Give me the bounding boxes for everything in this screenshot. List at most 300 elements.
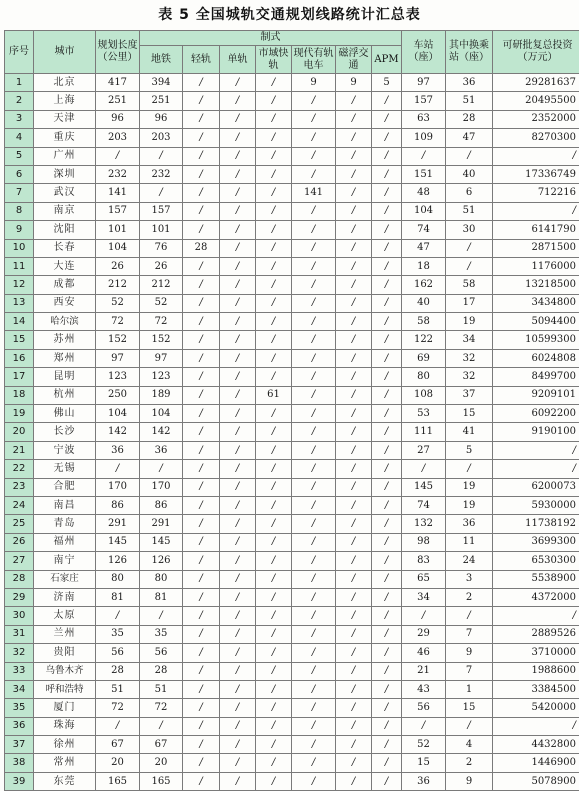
cell-length: 157 bbox=[96, 202, 140, 220]
cell-light-rail: / bbox=[183, 680, 220, 698]
cell-investment: / bbox=[493, 460, 579, 478]
cell-maglev: / bbox=[336, 736, 372, 754]
cell-monorail: / bbox=[220, 441, 256, 459]
cell-stations: 40 bbox=[402, 294, 446, 312]
cell-seq: 14 bbox=[5, 313, 34, 331]
cell-metro: / bbox=[140, 184, 183, 202]
cell-seq: 31 bbox=[5, 625, 34, 643]
cell-tram: / bbox=[292, 276, 336, 294]
table-row bbox=[5, 184, 579, 202]
cell-light-rail: / bbox=[183, 478, 220, 496]
cell-apm: / bbox=[372, 239, 402, 257]
cell-maglev: / bbox=[336, 772, 372, 790]
cell-suburban: / bbox=[256, 588, 292, 606]
cell-seq: 5 bbox=[5, 147, 34, 165]
cell-tram: / bbox=[292, 699, 336, 717]
cell-light-rail: / bbox=[183, 147, 220, 165]
cell-monorail: / bbox=[220, 147, 256, 165]
cell-metro: 152 bbox=[140, 331, 183, 349]
table-row bbox=[5, 570, 579, 588]
cell-apm: / bbox=[372, 460, 402, 478]
cell-apm: / bbox=[372, 570, 402, 588]
cell-transfer: 24 bbox=[446, 552, 493, 570]
cell-maglev: / bbox=[336, 607, 372, 625]
table-row bbox=[5, 110, 579, 128]
cell-seq: 30 bbox=[5, 607, 34, 625]
cell-tram: / bbox=[292, 754, 336, 772]
cell-length: 251 bbox=[96, 92, 140, 110]
cell-monorail: / bbox=[220, 570, 256, 588]
cell-apm: / bbox=[372, 717, 402, 735]
cell-investment: 9209101 bbox=[493, 386, 579, 404]
cell-investment: 6141790 bbox=[493, 221, 579, 239]
cell-metro: / bbox=[140, 460, 183, 478]
table-row bbox=[5, 202, 579, 220]
cell-apm: / bbox=[372, 276, 402, 294]
cell-apm: / bbox=[372, 110, 402, 128]
cell-suburban: / bbox=[256, 570, 292, 588]
cell-apm: / bbox=[372, 533, 402, 551]
table-row bbox=[5, 294, 579, 312]
cell-suburban: / bbox=[256, 221, 292, 239]
cell-suburban: / bbox=[256, 552, 292, 570]
cell-light-rail: / bbox=[183, 423, 220, 441]
cell-length: 26 bbox=[96, 257, 140, 275]
cell-suburban: / bbox=[256, 184, 292, 202]
cell-stations: 122 bbox=[402, 331, 446, 349]
cell-transfer: 41 bbox=[446, 423, 493, 441]
cell-city: 徐州 bbox=[34, 736, 96, 754]
cell-maglev: / bbox=[336, 441, 372, 459]
cell-transfer: / bbox=[446, 460, 493, 478]
cell-stations: 48 bbox=[402, 184, 446, 202]
cell-stations: 98 bbox=[402, 533, 446, 551]
cell-monorail: / bbox=[220, 257, 256, 275]
cell-investment: 29281637 bbox=[493, 74, 579, 92]
cell-apm: / bbox=[372, 699, 402, 717]
cell-stations: 15 bbox=[402, 754, 446, 772]
cell-city: 沈阳 bbox=[34, 221, 96, 239]
cell-length: 72 bbox=[96, 699, 140, 717]
cell-transfer: 9 bbox=[446, 772, 493, 790]
cell-monorail: / bbox=[220, 202, 256, 220]
cell-city: 郑州 bbox=[34, 349, 96, 367]
cell-seq: 12 bbox=[5, 276, 34, 294]
cell-light-rail: / bbox=[183, 202, 220, 220]
cell-metro: 142 bbox=[140, 423, 183, 441]
cell-seq: 26 bbox=[5, 533, 34, 551]
cell-monorail: / bbox=[220, 92, 256, 110]
cell-maglev: 9 bbox=[336, 74, 372, 92]
cell-investment: 9190100 bbox=[493, 423, 579, 441]
cell-tram: / bbox=[292, 368, 336, 386]
cell-metro: 145 bbox=[140, 533, 183, 551]
cell-seq: 19 bbox=[5, 405, 34, 423]
header-transfer: 其中换乘站（座） bbox=[446, 31, 493, 74]
cell-length: 28 bbox=[96, 662, 140, 680]
cell-city: 杭州 bbox=[34, 386, 96, 404]
table-row bbox=[5, 736, 579, 754]
cell-light-rail: / bbox=[183, 405, 220, 423]
cell-maglev: / bbox=[336, 349, 372, 367]
cell-city: 哈尔滨 bbox=[34, 313, 96, 331]
cell-city: 济南 bbox=[34, 588, 96, 606]
cell-suburban: / bbox=[256, 533, 292, 551]
cell-light-rail: / bbox=[183, 754, 220, 772]
cell-city: 昆明 bbox=[34, 368, 96, 386]
cell-city: 合肥 bbox=[34, 478, 96, 496]
cell-maglev: / bbox=[336, 717, 372, 735]
cell-tram: / bbox=[292, 680, 336, 698]
cell-monorail: / bbox=[220, 313, 256, 331]
table-row bbox=[5, 276, 579, 294]
cell-metro: 36 bbox=[140, 441, 183, 459]
table-row bbox=[5, 662, 579, 680]
cell-metro: 189 bbox=[140, 386, 183, 404]
cell-investment: 5420000 bbox=[493, 699, 579, 717]
cell-length: 203 bbox=[96, 129, 140, 147]
cell-maglev: / bbox=[336, 515, 372, 533]
cell-length: / bbox=[96, 147, 140, 165]
cell-tram: / bbox=[292, 496, 336, 514]
cell-length: 36 bbox=[96, 441, 140, 459]
cell-seq: 27 bbox=[5, 552, 34, 570]
cell-stations: 21 bbox=[402, 662, 446, 680]
cell-suburban: / bbox=[256, 239, 292, 257]
cell-city: 无锡 bbox=[34, 460, 96, 478]
cell-suburban: / bbox=[256, 294, 292, 312]
cell-light-rail: / bbox=[183, 717, 220, 735]
cell-stations: 69 bbox=[402, 349, 446, 367]
cell-tram: / bbox=[292, 92, 336, 110]
cell-light-rail: / bbox=[183, 515, 220, 533]
cell-city: 广州 bbox=[34, 147, 96, 165]
cell-metro: 123 bbox=[140, 368, 183, 386]
cell-apm: 5 bbox=[372, 74, 402, 92]
cell-maglev: / bbox=[336, 680, 372, 698]
cell-investment: 11738192 bbox=[493, 515, 579, 533]
cell-apm: / bbox=[372, 736, 402, 754]
header-city: 城市 bbox=[34, 31, 96, 74]
cell-length: 104 bbox=[96, 405, 140, 423]
cell-transfer: / bbox=[446, 717, 493, 735]
cell-suburban: / bbox=[256, 736, 292, 754]
cell-transfer: 17 bbox=[446, 294, 493, 312]
header-investment: 可研批复总投资（万元） bbox=[493, 31, 579, 74]
cell-light-rail: 28 bbox=[183, 239, 220, 257]
table-row bbox=[5, 625, 579, 643]
cell-city: 东莞 bbox=[34, 772, 96, 790]
cell-stations: 47 bbox=[402, 239, 446, 257]
cell-stations: 63 bbox=[402, 110, 446, 128]
cell-stations: 34 bbox=[402, 588, 446, 606]
table-row bbox=[5, 386, 579, 404]
cell-monorail: / bbox=[220, 625, 256, 643]
cell-seq: 10 bbox=[5, 239, 34, 257]
cell-maglev: / bbox=[336, 405, 372, 423]
table-row bbox=[5, 147, 579, 165]
cell-stations: 56 bbox=[402, 699, 446, 717]
cell-metro: 251 bbox=[140, 92, 183, 110]
cell-investment: 3699300 bbox=[493, 533, 579, 551]
cell-apm: / bbox=[372, 331, 402, 349]
cell-transfer: 36 bbox=[446, 515, 493, 533]
cell-apm: / bbox=[372, 386, 402, 404]
cell-suburban: / bbox=[256, 202, 292, 220]
cell-monorail: / bbox=[220, 754, 256, 772]
cell-length: 170 bbox=[96, 478, 140, 496]
cell-maglev: / bbox=[336, 239, 372, 257]
cell-maglev: / bbox=[336, 92, 372, 110]
cell-metro: 72 bbox=[140, 699, 183, 717]
cell-suburban: / bbox=[256, 257, 292, 275]
cell-metro: 96 bbox=[140, 110, 183, 128]
cell-city: 天津 bbox=[34, 110, 96, 128]
cell-investment: 712216 bbox=[493, 184, 579, 202]
cell-tram: / bbox=[292, 129, 336, 147]
cell-transfer: 28 bbox=[446, 110, 493, 128]
cell-length: 51 bbox=[96, 680, 140, 698]
cell-metro: 170 bbox=[140, 478, 183, 496]
cell-transfer: 32 bbox=[446, 349, 493, 367]
cell-city: 深圳 bbox=[34, 165, 96, 183]
cell-maglev: / bbox=[336, 294, 372, 312]
cell-suburban: / bbox=[256, 331, 292, 349]
cell-maglev: / bbox=[336, 257, 372, 275]
cell-transfer: 15 bbox=[446, 699, 493, 717]
cell-seq: 28 bbox=[5, 570, 34, 588]
cell-city: 太原 bbox=[34, 607, 96, 625]
cell-investment: 5538900 bbox=[493, 570, 579, 588]
cell-seq: 11 bbox=[5, 257, 34, 275]
cell-light-rail: / bbox=[183, 221, 220, 239]
cell-tram: / bbox=[292, 313, 336, 331]
cell-apm: / bbox=[372, 588, 402, 606]
cell-light-rail: / bbox=[183, 699, 220, 717]
cell-tram: 9 bbox=[292, 74, 336, 92]
table-row bbox=[5, 588, 579, 606]
cell-transfer: 58 bbox=[446, 276, 493, 294]
cell-suburban: / bbox=[256, 680, 292, 698]
cell-light-rail: / bbox=[183, 460, 220, 478]
cell-maglev: / bbox=[336, 165, 372, 183]
cell-suburban: / bbox=[256, 607, 292, 625]
table-row bbox=[5, 496, 579, 514]
cell-monorail: / bbox=[220, 496, 256, 514]
cell-length: 56 bbox=[96, 644, 140, 662]
cell-monorail: / bbox=[220, 699, 256, 717]
cell-light-rail: / bbox=[183, 570, 220, 588]
cell-suburban: / bbox=[256, 717, 292, 735]
cell-tram: / bbox=[292, 736, 336, 754]
cell-investment: 1988600 bbox=[493, 662, 579, 680]
city-rail-planning-table bbox=[4, 30, 579, 791]
cell-light-rail: / bbox=[183, 736, 220, 754]
cell-maglev: / bbox=[336, 221, 372, 239]
cell-tram: / bbox=[292, 478, 336, 496]
cell-length: 67 bbox=[96, 736, 140, 754]
cell-seq: 29 bbox=[5, 588, 34, 606]
cell-light-rail: / bbox=[183, 110, 220, 128]
cell-suburban: / bbox=[256, 478, 292, 496]
cell-metro: 97 bbox=[140, 349, 183, 367]
cell-transfer: 2 bbox=[446, 754, 493, 772]
cell-metro: 35 bbox=[140, 625, 183, 643]
cell-investment: 3384500 bbox=[493, 680, 579, 698]
cell-city: 重庆 bbox=[34, 129, 96, 147]
cell-light-rail: / bbox=[183, 294, 220, 312]
cell-transfer: 3 bbox=[446, 570, 493, 588]
cell-light-rail: / bbox=[183, 607, 220, 625]
table-row bbox=[5, 129, 579, 147]
cell-seq: 20 bbox=[5, 423, 34, 441]
cell-seq: 33 bbox=[5, 662, 34, 680]
cell-length: 86 bbox=[96, 496, 140, 514]
cell-monorail: / bbox=[220, 184, 256, 202]
cell-investment: / bbox=[493, 441, 579, 459]
cell-stations: 36 bbox=[402, 772, 446, 790]
cell-stations: 29 bbox=[402, 625, 446, 643]
header-mode-group: 制式 bbox=[140, 31, 402, 46]
cell-city: 南昌 bbox=[34, 496, 96, 514]
cell-stations: 80 bbox=[402, 368, 446, 386]
cell-stations: 151 bbox=[402, 165, 446, 183]
cell-seq: 34 bbox=[5, 680, 34, 698]
cell-length: 101 bbox=[96, 221, 140, 239]
cell-length: 96 bbox=[96, 110, 140, 128]
cell-tram: / bbox=[292, 441, 336, 459]
cell-investment: 4432800 bbox=[493, 736, 579, 754]
cell-city: 兰州 bbox=[34, 625, 96, 643]
cell-seq: 32 bbox=[5, 644, 34, 662]
cell-maglev: / bbox=[336, 129, 372, 147]
cell-stations: 108 bbox=[402, 386, 446, 404]
cell-stations: 53 bbox=[402, 405, 446, 423]
cell-tram: / bbox=[292, 147, 336, 165]
cell-apm: / bbox=[372, 478, 402, 496]
cell-maglev: / bbox=[336, 754, 372, 772]
cell-transfer: 51 bbox=[446, 202, 493, 220]
cell-apm: / bbox=[372, 552, 402, 570]
cell-maglev: / bbox=[336, 184, 372, 202]
cell-monorail: / bbox=[220, 736, 256, 754]
cell-investment: 3434800 bbox=[493, 294, 579, 312]
cell-monorail: / bbox=[220, 221, 256, 239]
cell-seq: 7 bbox=[5, 184, 34, 202]
cell-apm: / bbox=[372, 147, 402, 165]
table-row bbox=[5, 331, 579, 349]
cell-city: 宁波 bbox=[34, 441, 96, 459]
cell-stations: 18 bbox=[402, 257, 446, 275]
cell-length: 141 bbox=[96, 184, 140, 202]
cell-light-rail: / bbox=[183, 313, 220, 331]
table-row bbox=[5, 313, 579, 331]
cell-transfer: 30 bbox=[446, 221, 493, 239]
cell-stations: 162 bbox=[402, 276, 446, 294]
table-row bbox=[5, 680, 579, 698]
cell-apm: / bbox=[372, 368, 402, 386]
cell-metro: / bbox=[140, 607, 183, 625]
header-mode-monorail: 单轨 bbox=[220, 46, 256, 74]
cell-stations: 52 bbox=[402, 736, 446, 754]
cell-maglev: / bbox=[336, 570, 372, 588]
cell-transfer: 40 bbox=[446, 165, 493, 183]
cell-apm: / bbox=[372, 92, 402, 110]
cell-apm: / bbox=[372, 441, 402, 459]
cell-metro: 56 bbox=[140, 644, 183, 662]
cell-apm: / bbox=[372, 294, 402, 312]
cell-seq: 4 bbox=[5, 129, 34, 147]
cell-transfer: 19 bbox=[446, 496, 493, 514]
cell-apm: / bbox=[372, 680, 402, 698]
cell-tram: / bbox=[292, 349, 336, 367]
cell-city: 大连 bbox=[34, 257, 96, 275]
cell-apm: / bbox=[372, 644, 402, 662]
cell-length: 97 bbox=[96, 349, 140, 367]
cell-apm: / bbox=[372, 423, 402, 441]
cell-transfer: 7 bbox=[446, 625, 493, 643]
table-row bbox=[5, 423, 579, 441]
cell-length: 142 bbox=[96, 423, 140, 441]
table-row bbox=[5, 92, 579, 110]
cell-city: 青岛 bbox=[34, 515, 96, 533]
table-row bbox=[5, 478, 579, 496]
cell-transfer: 7 bbox=[446, 662, 493, 680]
cell-maglev: / bbox=[336, 110, 372, 128]
cell-seq: 35 bbox=[5, 699, 34, 717]
cell-investment: / bbox=[493, 202, 579, 220]
cell-monorail: / bbox=[220, 478, 256, 496]
cell-city: 成都 bbox=[34, 276, 96, 294]
cell-maglev: / bbox=[336, 662, 372, 680]
cell-maglev: / bbox=[336, 533, 372, 551]
cell-light-rail: / bbox=[183, 276, 220, 294]
cell-transfer: 32 bbox=[446, 368, 493, 386]
cell-suburban: / bbox=[256, 405, 292, 423]
cell-transfer: / bbox=[446, 607, 493, 625]
cell-metro: 157 bbox=[140, 202, 183, 220]
cell-apm: / bbox=[372, 257, 402, 275]
cell-suburban: / bbox=[256, 74, 292, 92]
header-mode-apm: APM bbox=[372, 46, 402, 74]
cell-stations: 83 bbox=[402, 552, 446, 570]
cell-investment: 2352000 bbox=[493, 110, 579, 128]
table-row bbox=[5, 74, 579, 92]
cell-seq: 2 bbox=[5, 92, 34, 110]
header-row-top bbox=[5, 31, 579, 46]
table-row bbox=[5, 221, 579, 239]
cell-metro: 80 bbox=[140, 570, 183, 588]
cell-length: 417 bbox=[96, 74, 140, 92]
cell-maglev: / bbox=[336, 276, 372, 294]
cell-tram: / bbox=[292, 644, 336, 662]
cell-city: 南宁 bbox=[34, 552, 96, 570]
cell-seq: 37 bbox=[5, 736, 34, 754]
cell-stations: 74 bbox=[402, 496, 446, 514]
cell-suburban: / bbox=[256, 441, 292, 459]
cell-seq: 23 bbox=[5, 478, 34, 496]
cell-tram: / bbox=[292, 257, 336, 275]
cell-light-rail: / bbox=[183, 662, 220, 680]
cell-city: 常州 bbox=[34, 754, 96, 772]
cell-apm: / bbox=[372, 496, 402, 514]
cell-metro: 72 bbox=[140, 313, 183, 331]
cell-tram: / bbox=[292, 515, 336, 533]
cell-city: 珠海 bbox=[34, 717, 96, 735]
cell-stations: / bbox=[402, 147, 446, 165]
cell-tram: / bbox=[292, 772, 336, 790]
cell-transfer: 19 bbox=[446, 478, 493, 496]
